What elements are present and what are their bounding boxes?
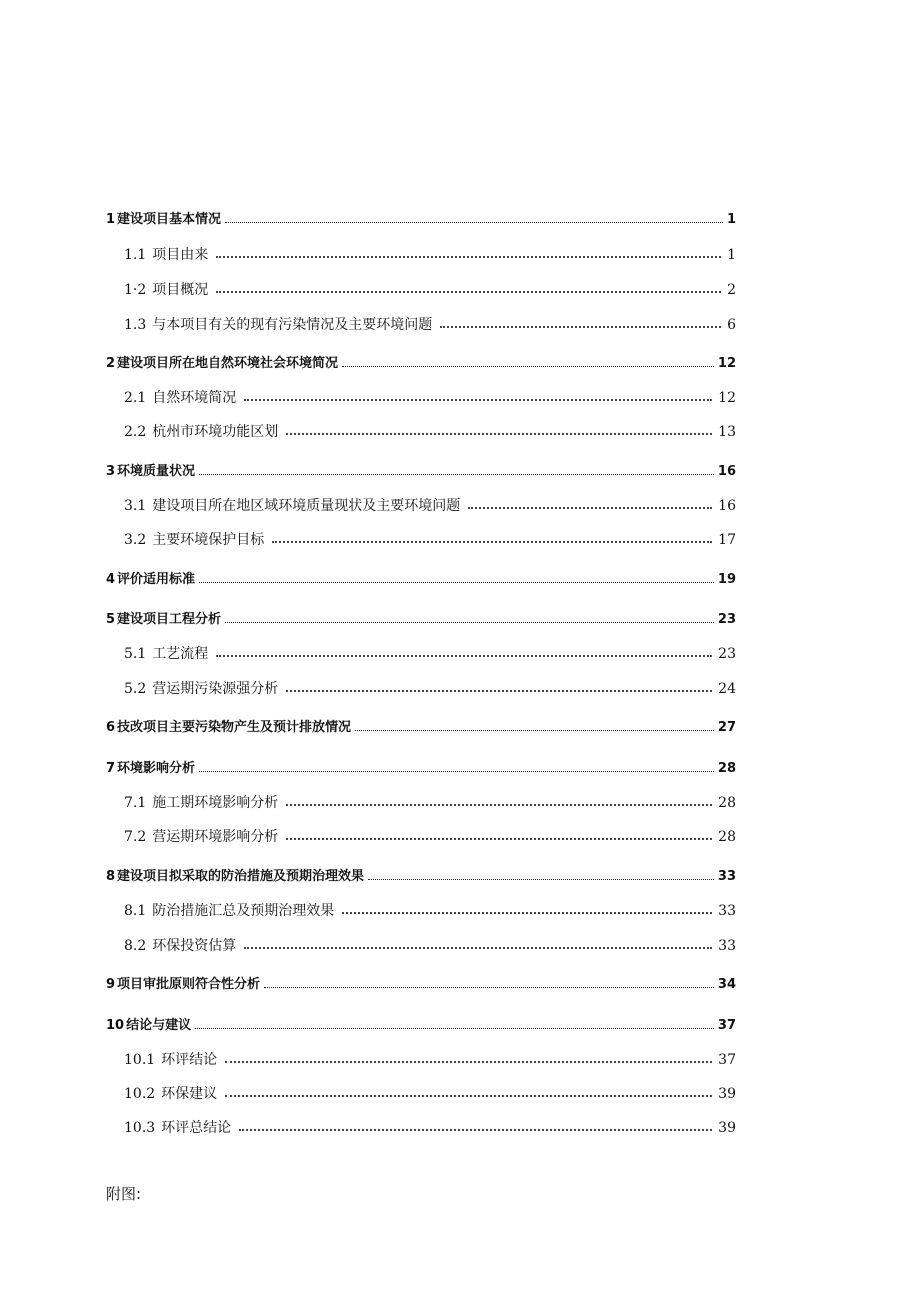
toc-number: 6 [106,720,116,735]
toc-entry-4[interactable] [106,562,736,586]
toc-entry-1-3[interactable] [124,308,736,332]
toc-title: 主要环境保护目标 [152,532,265,548]
toc-leader [440,326,721,328]
toc-leader [225,622,714,623]
toc-number: 8 [106,869,116,884]
toc-leader [368,879,714,880]
toc-leader [225,1095,712,1097]
toc-number: 5.1 [124,646,147,662]
toc-page: 24 [718,681,736,697]
toc-page: 16 [717,464,736,479]
toc-entry-6[interactable] [106,710,736,734]
toc-page: 2 [727,282,736,298]
toc-entry-10-1[interactable] [124,1043,736,1067]
toc-page: 12 [717,356,736,371]
toc-entry-2-1[interactable] [124,381,736,405]
toc-leader [225,222,723,223]
toc-title: 环保建议 [161,1086,218,1102]
toc-title: 营运期污染源强分析 [152,681,279,697]
toc-number: 1.3 [124,317,147,333]
toc-page: 12 [718,390,736,406]
toc-number: 10.1 [124,1052,156,1068]
toc-entry-1[interactable] [106,202,736,226]
toc-page: 33 [717,869,736,884]
toc-page: 19 [717,572,736,587]
toc-entry-10[interactable] [106,1008,736,1032]
toc-number: 2 [106,356,116,371]
toc-leader [286,804,712,806]
toc-entry-3[interactable] [106,454,736,478]
toc-entry-8-2[interactable] [124,929,736,953]
toc-number: 2.2 [124,424,147,440]
toc-page: 39 [718,1086,736,1102]
toc-leader [239,1129,712,1131]
toc-page: 23 [718,646,736,662]
toc-entry-2-2[interactable] [124,415,736,439]
appendix-label: 附图: [106,1185,142,1203]
toc-leader [286,690,712,692]
toc-page: 28 [717,761,736,776]
toc-title: 建设项目所在地区域环境质量现状及主要环境问题 [152,498,461,514]
toc-leader [216,256,721,258]
toc-title: 环评结论 [161,1052,218,1068]
toc-entry-1-1[interactable] [124,238,736,262]
toc-page: 37 [717,1018,736,1033]
toc-entry-5-2[interactable] [124,672,736,696]
toc-number: 4 [106,572,116,587]
toc-number: 3 [106,464,116,479]
toc-title: 结论与建议 [126,1018,192,1033]
toc-entry-8[interactable] [106,859,736,883]
toc-leader [468,507,712,509]
toc-entry-5[interactable] [106,602,736,626]
toc-page: 17 [718,532,736,548]
toc-number: 10.2 [124,1086,156,1102]
toc-title: 与本项目有关的现有污染情况及主要环境问题 [152,317,433,333]
toc-entry-8-1[interactable] [124,894,736,918]
toc-leader [286,433,712,435]
toc-leader [199,582,714,583]
toc-page: 23 [717,612,736,627]
toc-page: 39 [718,1120,736,1136]
toc-entry-7-2[interactable] [124,820,736,844]
toc-page: 1 [726,212,736,227]
toc-leader [342,366,714,367]
toc-number: 5 [106,612,116,627]
toc-entry-5-1[interactable] [124,637,736,661]
toc-title: 建设项目工程分析 [117,612,222,627]
toc-number: 7.1 [124,795,147,811]
toc-title: 技改项目主要污染物产生及预计排放情况 [117,720,352,735]
toc-page: 16 [718,498,736,514]
toc-entry-3-1[interactable] [124,489,736,513]
toc-leader [216,291,721,293]
toc-number: 7 [106,761,116,776]
toc-title: 施工期环境影响分析 [152,795,279,811]
toc-leader [272,541,712,543]
toc-leader [264,987,714,988]
toc-entry-9[interactable] [106,967,736,991]
toc-leader [244,947,712,949]
toc-title: 工艺流程 [152,646,209,662]
toc-entry-2[interactable] [106,346,736,370]
toc-number: 3.1 [124,498,147,514]
toc-leader [286,838,712,840]
toc-number: 1 [106,212,116,227]
toc-leader [216,655,712,657]
toc-entry-10-2[interactable] [124,1077,736,1101]
toc-number: 8.2 [124,938,147,954]
toc-number: 9 [106,977,116,992]
toc-entry-7[interactable] [106,751,736,775]
toc-title: 评价适用标准 [117,572,196,587]
toc-title: 项目审批原则符合性分析 [117,977,261,992]
toc-page: 33 [718,903,736,919]
toc-page: 13 [718,424,736,440]
toc-number: 10.3 [124,1120,156,1136]
toc-page: 37 [718,1052,736,1068]
toc-page: 1 [727,247,736,263]
toc-leader [195,1028,714,1029]
toc-title: 环保投资估算 [152,938,237,954]
toc-number: 5.2 [124,681,147,697]
toc-title: 杭州市环境功能区划 [152,424,279,440]
toc-leader [225,1061,712,1063]
toc-title: 建设项目基本情况 [117,212,222,227]
toc-leader [244,399,712,401]
toc-entry-7-1[interactable] [124,786,736,810]
toc-leader [199,771,714,772]
toc-title: 项目由来 [152,247,209,263]
toc-page: 33 [718,938,736,954]
toc-title: 环评总结论 [161,1120,232,1136]
toc-title: 建设项目所在地自然环境社会环境简况 [117,356,339,371]
toc-title: 防治措施汇总及预期治理效果 [152,903,335,919]
toc-title: 环境质量状况 [117,464,196,479]
toc-page: 28 [718,795,736,811]
toc-title: 营运期环境影响分析 [152,829,279,845]
toc-number: 1·2 [124,282,147,298]
toc-page: 28 [718,829,736,845]
toc-number: 3.2 [124,532,147,548]
toc-entry-10-3[interactable] [124,1111,736,1135]
toc-page: 34 [717,977,736,992]
toc-number: 10 [106,1018,125,1033]
toc-page: 27 [717,720,736,735]
toc-entry-1-2[interactable] [124,273,736,297]
toc-page: 6 [727,317,736,333]
toc-leader [199,474,714,475]
toc-title: 环境影响分析 [117,761,196,776]
toc-title: 自然环境简况 [152,390,237,406]
toc-title: 项目概况 [152,282,209,298]
toc-number: 1.1 [124,247,147,263]
toc-number: 7.2 [124,829,147,845]
toc-title: 建设项目拟采取的防治措施及预期治理效果 [117,869,365,884]
toc-leader [355,730,714,731]
toc-number: 2.1 [124,390,147,406]
toc-entry-3-2[interactable] [124,523,736,547]
toc-leader [342,912,712,914]
toc-number: 8.1 [124,903,147,919]
